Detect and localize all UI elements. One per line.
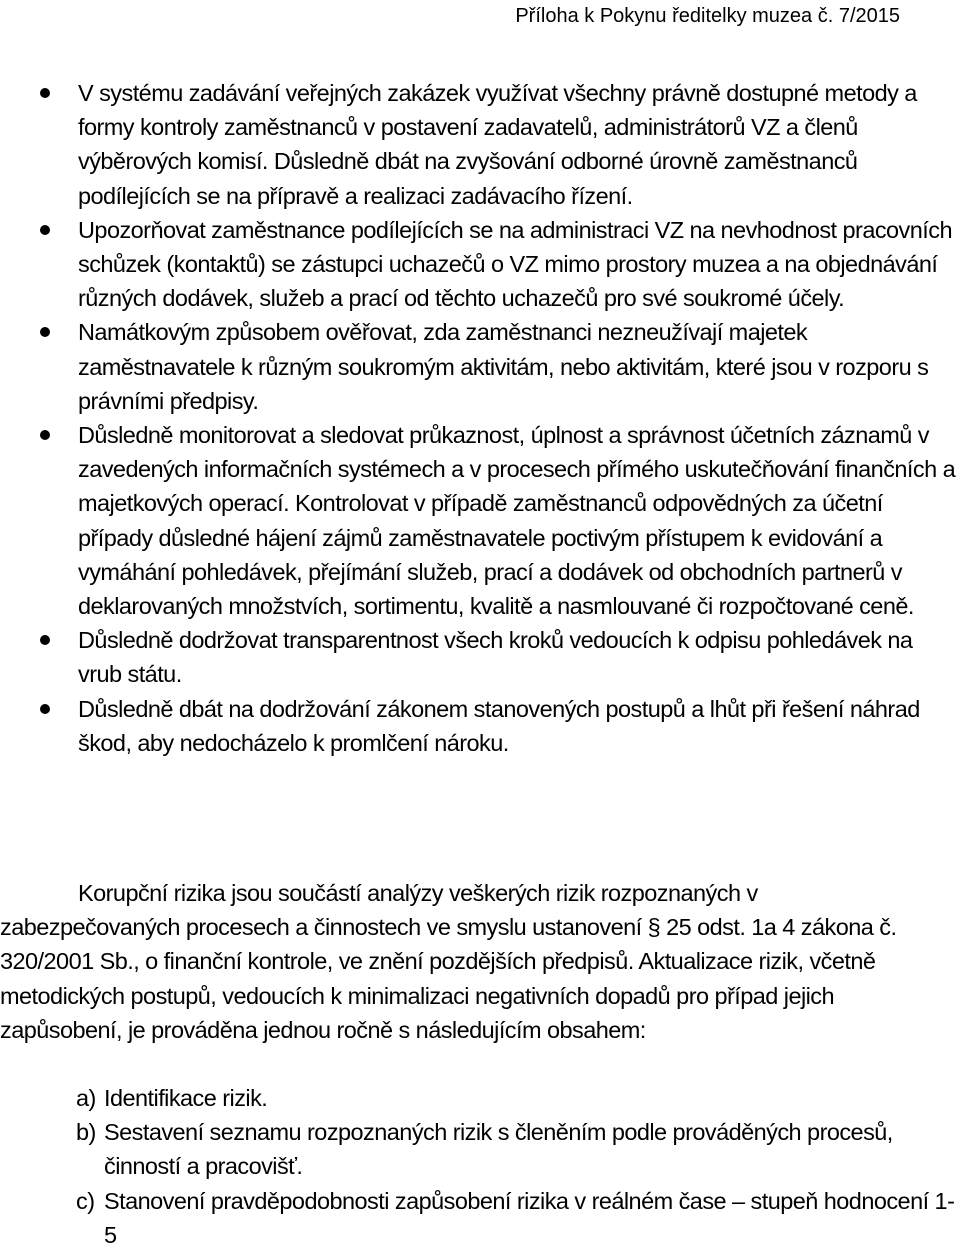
bullet-icon xyxy=(40,704,50,714)
measures-list xyxy=(0,76,960,760)
list-item xyxy=(0,213,960,316)
list-item-text: Důsledně dodržovat transparentnost všech kroků vedoucích k odpisu pohledávek na vrub státu. xyxy=(78,627,913,688)
step-letter: a) xyxy=(76,1085,96,1111)
page-header: Příloha k Pokynu ředitelky muzea č. 7/2015 xyxy=(515,5,900,27)
risk-paragraph: Korupční rizika jsou součástí analýzy veškerých rizik rozpoznaných v zabezpečovaných procesech a činnostech ve smyslu ustanovení § 25 odst. 1a 4 zákona č. 320/2001 Sb., o finanční kontrole, ve znění pozdějších předpisů. Aktualizace rizik, včetně metodických postupů, vedoucích k minimalizaci negativních dopadů pro případ jejich zapůsobení, je prováděna jednou ročně s následujícím obsahem: xyxy=(0,880,897,1043)
step-text: Stanovení pravděpodobnosti zapůsobení rizika v reálném čase – stupeň hodnocení 1-5 xyxy=(104,1187,955,1248)
list-item-text: Upozorňovat zaměstnance podílejících se na administraci VZ na nevhodnost pracovních schůzek (kontaktů) se zástupci uchazečů o VZ mimo prostory muzea a na objednávání různých dodávek, služeb a prací od těchto uchazečů pro své soukromé účely. xyxy=(78,216,952,312)
bullet-icon xyxy=(40,635,50,645)
list-item-text: Důsledně monitorovat a sledovat průkaznost, úplnost a správnost účetních záznamů v zavedených informačních systémech a v procesech přímého uskutečňování finančních a majetkových operací. Kontrolovat v případě zaměstnanců odpovědných za účetní případy důsledné hájení zájmů zaměstnavatele poctivým přístupem k evidování a vymáhání pohledávek, přejímání služeb, prací a dodávek od obchodních partnerů v deklarovaných množstvích, sortimentu, kvalitě a nasmlouvané či rozpočtované ceně. xyxy=(78,422,956,620)
step-text: Identifikace rizik. xyxy=(104,1085,268,1111)
list-item-text: Důsledně dbát na dodržování zákonem stanovených postupů a lhůt při řešení náhrad škod, aby nedocházelo k promlčení nároku. xyxy=(78,695,920,756)
bullet-icon xyxy=(40,88,50,98)
list-item xyxy=(0,315,960,418)
bullet-icon xyxy=(40,327,50,337)
list-item xyxy=(0,623,960,691)
step-text: Sestavení seznamu rozpoznaných rizik s členěním podle prováděných procesů, činností a pracovišť. xyxy=(104,1119,893,1180)
step-letter: c) xyxy=(76,1187,95,1214)
step-item xyxy=(0,1115,960,1183)
step-letter: b) xyxy=(76,1119,96,1146)
bullet-icon xyxy=(40,430,50,440)
step-item xyxy=(0,1184,960,1252)
list-item xyxy=(0,76,960,213)
list-item-text: V systému zadávání veřejných zakázek využívat všechny právně dostupné metody a formy kontroly zaměstnanců v postavení zadavatelů, administrátorů VZ a členů výběrových komisí. Důsledně dbát na zvyšování odborné úrovně zaměstnanců podílejících se na přípravě a realizaci zadávacího řízení. xyxy=(78,80,917,209)
list-item xyxy=(0,692,960,760)
bullet-icon xyxy=(40,225,50,235)
list-item xyxy=(0,418,960,623)
risk-steps-list xyxy=(0,1081,960,1252)
step-item xyxy=(0,1081,960,1115)
list-item-text: Namátkovým způsobem ověřovat, zda zaměstnanci nezneužívají majetek zaměstnavatele k různým soukromým aktivitám, nebo aktivitám, které jsou v rozporu s právními předpisy. xyxy=(78,319,929,414)
